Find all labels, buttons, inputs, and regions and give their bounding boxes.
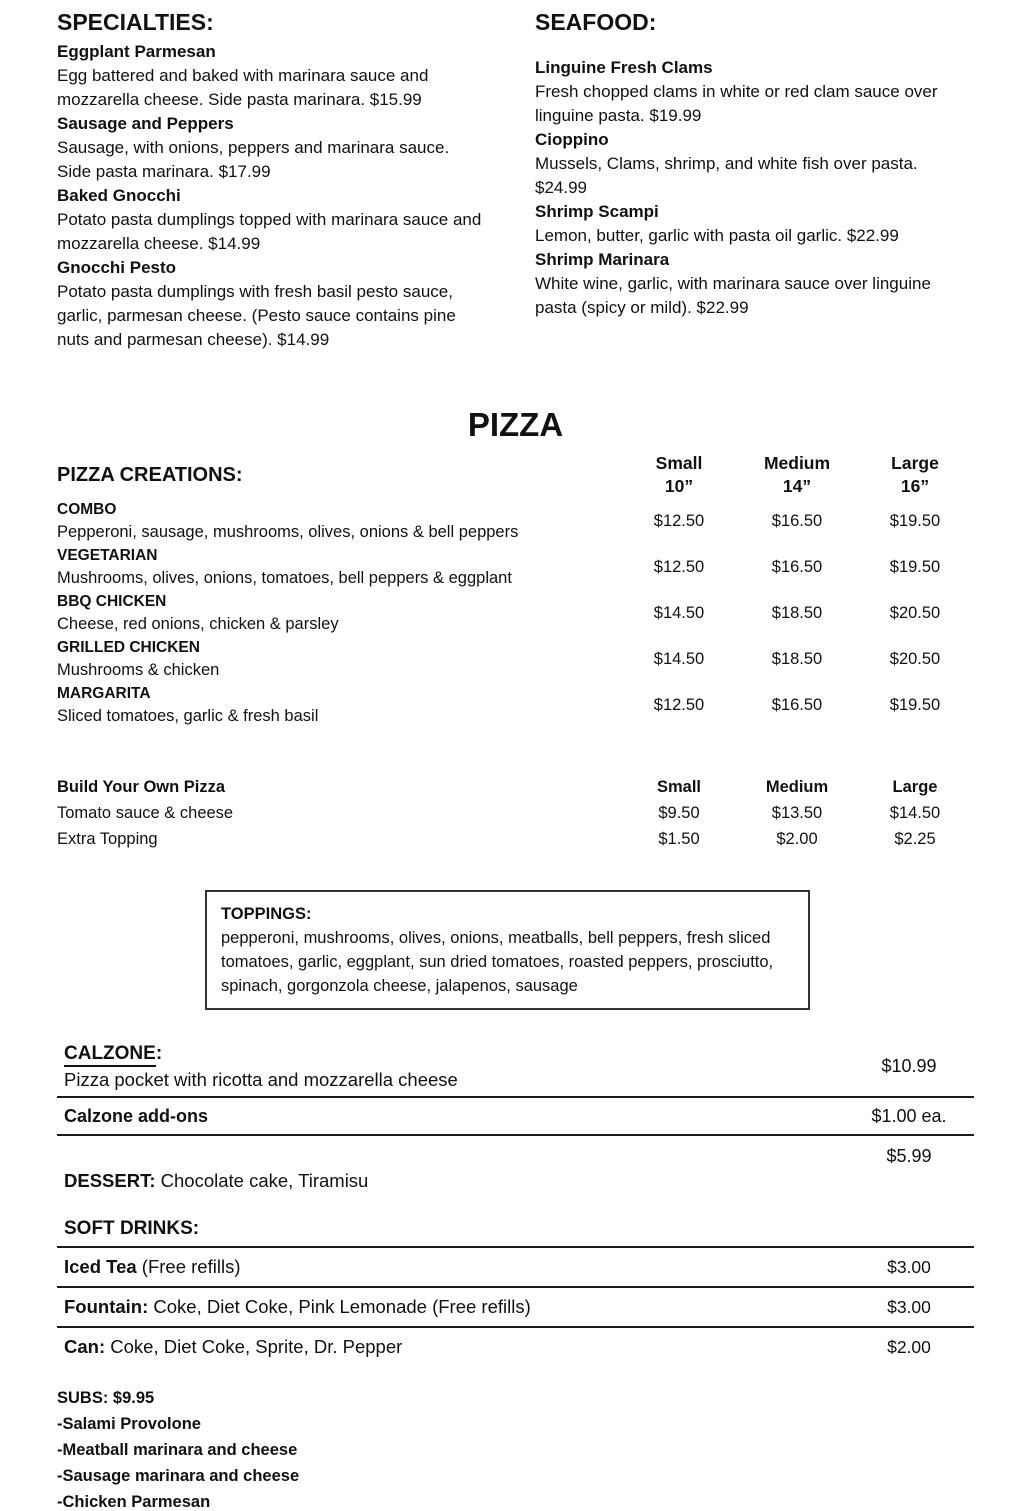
size-label: Medium (763, 453, 831, 473)
price-medium: $16.50 (771, 696, 823, 714)
byo-header-row (57, 774, 974, 800)
soft-drink-row (57, 1291, 974, 1323)
pizza-name: BBQ CHICKEN (57, 593, 167, 610)
item-description: Fresh chopped clams in white or red clam sauce over linguine pasta. $19.99 (535, 82, 938, 125)
pizza-description: Sliced tomatoes, garlic & fresh basil (57, 707, 319, 725)
price-large: $19.50 (889, 512, 941, 530)
item-name: Eggplant Parmesan (57, 42, 216, 61)
pizza-section-title: PIZZA (467, 406, 564, 443)
size-label: Large (891, 453, 939, 473)
divider-line (57, 1286, 974, 1288)
pizza-row (57, 637, 974, 682)
price-large: $14.50 (889, 804, 941, 822)
calzone-description: Pizza pocket with ricotta and mozzarella cheese (64, 1069, 458, 1090)
price-medium: $18.50 (771, 604, 823, 622)
pizza-name: VEGETARIAN (57, 547, 158, 564)
price-small: $12.50 (653, 512, 705, 530)
byo-row (57, 800, 974, 826)
price-medium: $2.00 (776, 830, 818, 848)
toppings-list: pepperoni, mushrooms, olives, onions, meatballs, bell peppers, fresh sliced tomatoes, garlic, eggplant, sun dried tomatoes, roasted peppers, prosciutto, spinach, gorgonzola cheese, jalapenos, sausage (221, 929, 774, 995)
price-large: $2.25 (894, 830, 936, 848)
size-inches: 14” (782, 476, 812, 496)
subs-section (57, 1385, 974, 1511)
byo-title: Build Your Own Pizza (57, 778, 226, 796)
pizza-row (57, 591, 974, 636)
price-medium: $13.50 (771, 804, 823, 822)
dessert-row (57, 1146, 974, 1194)
pizza-name: COMBO (57, 501, 117, 518)
dessert-label: DESSERT: (64, 1170, 156, 1191)
item-description: Mussels, Clams, shrimp, and white fish over pasta. $24.99 (535, 154, 918, 197)
price-small: $9.50 (658, 804, 700, 822)
drink-price: $3.00 (887, 1296, 931, 1317)
pizza-description: Pepperoni, sausage, mushrooms, olives, onions & bell peppers (57, 523, 519, 541)
size-column-header (738, 452, 856, 498)
size-label: Small (655, 453, 703, 473)
menu-item (57, 256, 487, 352)
size-column-header (620, 452, 738, 498)
subs-item: -Sausage marinara and cheese (57, 1467, 300, 1485)
byo-row-label: Tomato sauce & cheese (57, 804, 234, 822)
pizza-description: Mushrooms & chicken (57, 661, 220, 679)
pizza-description: Cheese, red onions, chicken & parsley (57, 615, 339, 633)
byo-row-label: Extra Topping (57, 830, 158, 848)
toppings-box (205, 890, 810, 1010)
subs-item: -Chicken Parmesan (57, 1493, 211, 1511)
dessert-price: $5.99 (886, 1146, 932, 1166)
byo-header-large: Large (892, 778, 938, 796)
calzone-addons-price: $1.00 ea. (871, 1105, 947, 1126)
soft-drinks-section (57, 1216, 974, 1363)
divider-line (57, 1246, 974, 1248)
price-small: $12.50 (653, 696, 705, 714)
calzone-section (57, 1040, 974, 1136)
calzone-addons-row (57, 1101, 974, 1131)
top-sections (57, 8, 974, 352)
item-name: Cioppino (535, 130, 609, 149)
item-name: Shrimp Marinara (535, 250, 670, 269)
drink-name: Fountain: (64, 1296, 149, 1317)
specialties-section (57, 8, 487, 352)
subs-title: SUBS: $9.95 (57, 1389, 155, 1407)
calzone-price: $10.99 (881, 1056, 937, 1076)
dessert-items: Chocolate cake, Tiramisu (155, 1170, 369, 1191)
calzone-addons-label: Calzone add-ons (64, 1106, 209, 1126)
price-small: $12.50 (653, 558, 705, 576)
price-small: $14.50 (653, 604, 705, 622)
soft-drink-row (57, 1331, 974, 1363)
pizza-row (57, 499, 974, 544)
item-name: Linguine Fresh Clams (535, 58, 713, 77)
divider-line (57, 1326, 974, 1328)
item-name: Baked Gnocchi (57, 186, 181, 205)
price-large: $20.50 (889, 604, 941, 622)
item-description: Potato pasta dumplings with fresh basil pesto sauce, garlic, parmesan cheese. (Pesto sauce contains pine nuts and parmesan cheese). $14.99 (57, 282, 456, 349)
divider-line (57, 1134, 974, 1136)
subs-item: -Salami Provolone (57, 1415, 201, 1433)
divider-line (57, 1096, 974, 1098)
drink-price: $3.00 (887, 1256, 931, 1277)
pizza-table-header (57, 452, 974, 498)
item-description: Potato pasta dumplings topped with marinara sauce and mozzarella cheese. $14.99 (57, 210, 482, 253)
size-inches: 16” (900, 476, 930, 496)
byo-header-small: Small (656, 778, 702, 796)
menu-item (57, 112, 487, 184)
pizza-name: MARGARITA (57, 685, 151, 702)
price-small: $1.50 (658, 830, 700, 848)
item-description: Sausage, with onions, peppers and marinara sauce. Side pasta marinara. $17.99 (57, 138, 450, 181)
item-name: Shrimp Scampi (535, 202, 659, 221)
menu-item (535, 128, 974, 200)
soft-drink-row (57, 1251, 974, 1283)
price-medium: $16.50 (771, 558, 823, 576)
drink-name: Iced Tea (64, 1256, 137, 1277)
seafood-section (535, 8, 974, 352)
seafood-title: SEAFOOD: (535, 9, 657, 35)
pizza-creations-title: PIZZA CREATIONS: (57, 463, 243, 486)
menu-item (535, 56, 974, 128)
drink-detail: Coke, Diet Coke, Pink Lemonade (Free refills) (148, 1296, 531, 1317)
item-name: Sausage and Peppers (57, 114, 234, 133)
menu-item (57, 184, 487, 256)
price-medium: $16.50 (771, 512, 823, 530)
menu-item (535, 200, 974, 248)
pizza-description: Mushrooms, olives, onions, tomatoes, bell peppers & eggplant (57, 569, 512, 587)
price-small: $14.50 (653, 650, 705, 668)
pizza-row (57, 545, 974, 590)
drink-name: Can: (64, 1336, 106, 1357)
price-large: $19.50 (889, 696, 941, 714)
pizza-row (57, 683, 974, 728)
item-name: Gnocchi Pesto (57, 258, 177, 277)
item-description: Egg battered and baked with marinara sauce and mozzarella cheese. Side pasta marinara. $15.99 (57, 66, 429, 109)
size-column-header (856, 452, 974, 498)
specialties-title: SPECIALTIES: (57, 9, 214, 35)
drink-detail: (Free refills) (136, 1256, 241, 1277)
calzone-title-text: CALZONE (64, 1043, 156, 1067)
calzone-title-colon: : (155, 1043, 163, 1064)
toppings-title: TOPPINGS: (221, 905, 312, 923)
drink-detail: Coke, Diet Coke, Sprite, Dr. Pepper (105, 1336, 403, 1357)
calzone-title (64, 1040, 844, 1067)
price-medium: $18.50 (771, 650, 823, 668)
price-large: $20.50 (889, 650, 941, 668)
build-your-own-table (57, 774, 974, 852)
menu-item (57, 40, 487, 112)
subs-item: -Meatball marinara and cheese (57, 1441, 298, 1459)
price-large: $19.50 (889, 558, 941, 576)
size-inches: 10” (664, 476, 694, 496)
byo-row (57, 826, 974, 852)
drink-price: $2.00 (887, 1336, 931, 1357)
byo-header-medium: Medium (765, 778, 829, 796)
calzone-row (57, 1040, 974, 1093)
item-description: Lemon, butter, garlic with pasta oil garlic. $22.99 (535, 226, 899, 245)
soft-drinks-title: SOFT DRINKS: (64, 1218, 200, 1239)
menu-item (535, 248, 974, 320)
pizza-name: GRILLED CHICKEN (57, 639, 200, 656)
item-description: White wine, garlic, with marinara sauce over linguine pasta (spicy or mild). $22.99 (535, 274, 931, 317)
